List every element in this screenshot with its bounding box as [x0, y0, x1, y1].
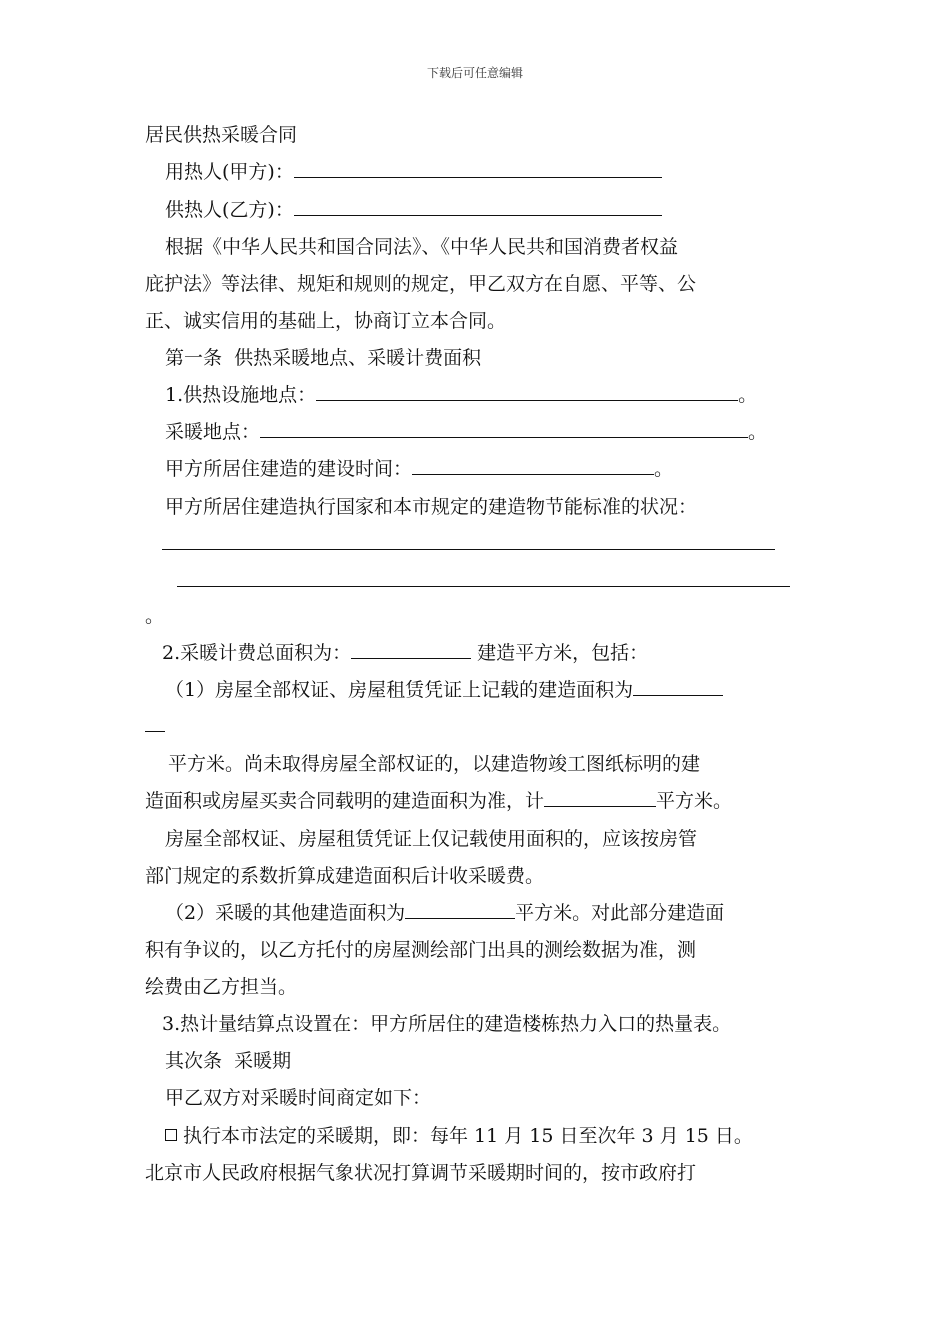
sub-item-2-text: 平方米。对此部分建造面	[515, 902, 725, 924]
party-b-blank	[294, 197, 662, 216]
total-area-unit: 建造平方米，包括：	[471, 642, 649, 664]
total-area-label: 2.采暖计费总面积为：	[162, 642, 352, 664]
option-1-text: 执行本市法定的采暖期，即：每年 11 月 15 日至次年 3 月 15 日。	[183, 1125, 753, 1147]
total-area-line	[162, 640, 648, 666]
sub-item-2-blank	[405, 900, 515, 919]
party-b-line	[165, 197, 662, 223]
party-a-line	[165, 159, 662, 185]
facility-location-line	[165, 382, 757, 408]
heating-place-line	[165, 419, 767, 445]
option-1-line	[165, 1123, 753, 1149]
party-a-label: 用热人(甲方)：	[165, 161, 294, 183]
sub-item-1-blank-cont	[145, 713, 165, 739]
period: 。	[748, 421, 768, 443]
sub-item-1-blank	[633, 677, 723, 696]
paragraph-line: 部门规定的系数折算成建造面积后计收采暖费。	[145, 865, 545, 887]
contract-title: 居民供热采暖合同	[145, 124, 298, 146]
sub-item-2-label: （2）采暖的其他建造面积为	[165, 902, 406, 924]
paragraph-line: 平方米。尚未取得房屋全部权证的，以建造物竣工图纸标明的建	[168, 753, 701, 775]
facility-location-blank	[316, 382, 738, 401]
metering-point-line: 3.热计量结算点设置在：甲方所居住的建造楼栋热力入口的热量表。	[162, 1013, 732, 1035]
paragraph-line: 积有争议的，以乙方托付的房屋测绘部门出具的测绘数据为准，测	[145, 939, 697, 961]
article-2-heading: 其次条 采暖期	[165, 1050, 292, 1072]
paragraph-line: 根据《中华人民共和国合同法》、《中华人民共和国消费者权益	[165, 236, 679, 258]
checkbox-icon[interactable]	[165, 1129, 177, 1141]
article-1-heading: 第一条 供热采暖地点、采暖计费面积	[165, 347, 482, 369]
sub-item-1-area-text: 造面积或房屋买卖合同载明的建造面积为准，计	[145, 790, 545, 812]
heating-place-blank	[260, 419, 748, 438]
paragraph-line: 甲乙双方对采暖时间商定如下：	[165, 1087, 432, 1109]
build-time-line	[165, 456, 673, 482]
period: 。	[654, 458, 674, 480]
sub-item-1-area-line	[145, 788, 732, 814]
build-time-label: 甲方所居住建造的建设时间：	[165, 458, 413, 480]
sub-item-1-area-blank	[544, 788, 656, 807]
paragraph-line: 正、诚实信用的基础上，协商订立本合同。	[145, 310, 507, 332]
paragraph-line: 庇护法》等法律、规矩和规则的规定，甲乙双方在自愿、平等、公	[145, 273, 697, 295]
party-a-blank	[294, 159, 662, 178]
energy-standard-blank-2	[177, 568, 790, 594]
sub-item-2-line	[165, 900, 724, 926]
paragraph-line: 房屋全部权证、房屋租赁凭证上仅记载使用面积的，应该按房管	[165, 828, 698, 850]
facility-location-label: 1.供热设施地点：	[165, 384, 317, 406]
total-area-blank	[351, 640, 471, 659]
energy-standard-blank-1	[162, 531, 775, 557]
sub-item-1-area-unit: 平方米。	[656, 790, 733, 812]
period: 。	[738, 384, 758, 406]
period: 。	[145, 605, 165, 627]
build-time-blank	[412, 456, 654, 475]
energy-standard-line: 甲方所居住建造执行国家和本市规定的建造物节能标准的状况：	[165, 496, 698, 518]
page-header: 下载后可任意编辑	[426, 66, 523, 80]
sub-item-1-line	[165, 677, 723, 703]
paragraph-line: 绘费由乙方担当。	[145, 976, 298, 998]
party-b-label: 供热人(乙方)：	[165, 199, 294, 221]
sub-item-1-label: （1）房屋全部权证、房屋租赁凭证上记载的建造面积为	[165, 679, 634, 701]
paragraph-line: 北京市人民政府根据气象状况打算调节采暖期时间的，按市政府打	[145, 1162, 697, 1184]
heating-place-label: 采暖地点：	[165, 421, 261, 443]
